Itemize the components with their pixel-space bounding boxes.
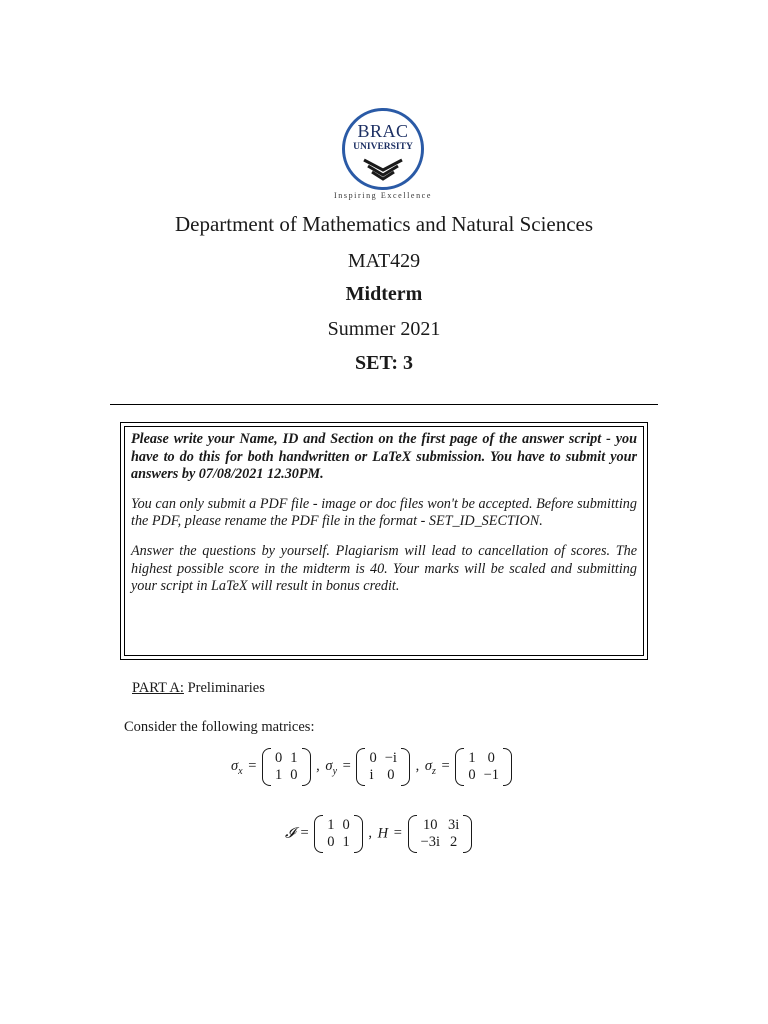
course-code: MAT429	[347, 250, 421, 272]
exam-set: SET: 3	[355, 352, 413, 374]
part-a-heading	[132, 680, 265, 697]
instructions-integrity: Answer the questions by yourself. Plagiarism will lead to cancellation of scores. The highest possible score in the midterm is 40. Your marks will be scaled and submitting your script in LaTeX will result in bonus credit.	[131, 542, 637, 595]
hamiltonian-label: H	[377, 825, 389, 842]
part-a-title: Preliminaries	[187, 680, 265, 696]
department-name: Department of Mathematics and Natural Sciences	[174, 212, 594, 236]
logo-name: BRAC	[357, 121, 409, 141]
part-a-label: PART A:	[132, 680, 184, 696]
sigma-y-label: $\sigma_y$	[325, 757, 338, 777]
sigma-y-matrix: 0 −i i 0	[356, 750, 409, 784]
instructions-file-format: You can only submit a PDF file - image or doc files won't be accepted. Before submitting the PDF, please rename the PDF file in the format - SET_ID_SECTION.	[131, 495, 637, 530]
matrices-intro: Consider the following matrices:	[124, 719, 315, 735]
sigma-z-matrix: 1 0 0 −1	[455, 750, 512, 784]
exam-term: Summer 2021	[327, 318, 441, 340]
logo-subtitle: UNIVERSITY	[353, 142, 413, 152]
hamiltonian-matrix: 10 3i −3i 2	[408, 817, 473, 851]
open-book-icon	[362, 154, 404, 182]
instructions-box	[124, 426, 644, 656]
instructions-submission: Please write your Name, ID and Section on the first page of the answer script - you have to do this for both handwritten or LaTeX submission. You have to submit your answers by 07/08/2021 12.30PM.	[131, 431, 637, 483]
logo-tagline: Inspiring Excellence	[334, 191, 432, 200]
exam-title: Midterm	[345, 283, 423, 305]
identity-label: 𝓘	[285, 825, 295, 842]
pauli-matrices-equation: $\sigma_x$ = 0 1 1 0 , $\sigma_y$ = 0 −i i 0 , $\sigma_z$ = 1 0 0 −1	[231, 750, 512, 784]
sigma-x-matrix: 0 1 1 0	[262, 750, 311, 784]
university-logo	[328, 102, 438, 202]
header-divider	[110, 404, 658, 405]
identity-hamiltonian-equation: 𝓘 = 1 0 0 1 , H = 10 3i −3i 2	[285, 817, 472, 851]
identity-matrix: 1 0 0 1	[314, 817, 363, 851]
sigma-z-label: $\sigma_z$	[424, 757, 436, 777]
sigma-x-label: $\sigma_x$	[231, 757, 243, 777]
